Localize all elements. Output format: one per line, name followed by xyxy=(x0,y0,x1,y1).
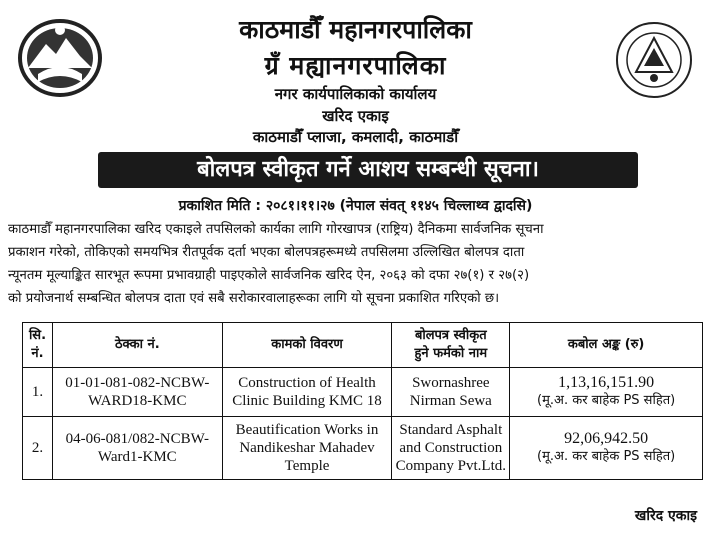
notice-body xyxy=(8,218,703,310)
kmc-seal-icon xyxy=(614,20,694,100)
municipality-name-newari: ग्रँ मह्यानगरपालिका xyxy=(264,51,447,80)
body-line: काठमाडौँ महानगरपालिका खरिद एकाइले तपसिलको कार्यका लागि गोरखापत्र (राष्ट्रिय) दैनिकमा सार्वजनिक सूचना xyxy=(8,222,544,237)
published-date: प्रकाशित मिति : २०८१।११।२७ (नेपाल संवत् ११४५ चिल्लाथ्व द्वादसि) xyxy=(178,198,533,214)
signature-unit: खरिद एकाइ xyxy=(634,508,697,524)
office-address: काठमाडौँ प्लाजा, कमलादी, काठमाडौँ xyxy=(252,128,459,146)
cell-contract-no: 04-06-081/082-NCBW- Ward1-KMC xyxy=(52,417,222,480)
cell-bidder: Swornashree Nirman Sewa xyxy=(392,368,510,417)
header-contract-no: ठेक्का नं. xyxy=(52,323,222,368)
header-description: कामको विवरण xyxy=(222,323,392,368)
municipality-name: काठमाडौँ महानगरपालिका xyxy=(239,15,472,44)
bid-table xyxy=(22,322,703,480)
notice-title: बोलपत्र स्वीकृत गर्ने आशय सम्बन्धी सूचना। xyxy=(98,152,638,188)
section-name: खरिद एकाइ xyxy=(322,107,389,125)
table-header-row xyxy=(23,323,703,368)
cell-description: Beautification Works in Nandikeshar Mahadev Temple xyxy=(222,417,392,480)
cell-bidder: Standard Asphalt and Construction Company Pvt.Ltd. xyxy=(392,417,510,480)
notice-page xyxy=(8,6,703,532)
table-row xyxy=(23,368,703,417)
letterhead xyxy=(8,6,703,144)
body-line: न्यूनतम मूल्याङ्कित सारभूत रूपमा प्रभावग्राही पाइएकोले सार्वजनिक खरिद ऐन, २०६३ को दफा २७(१) र २७(२) xyxy=(8,268,530,283)
office-name: नगर कार्यपालिकाको कार्यालय xyxy=(274,85,437,103)
table-row xyxy=(23,417,703,480)
cell-description: Construction of Health Clinic Building KMC 18 xyxy=(222,368,392,417)
cell-contract-no: 01-01-081-082-NCBW- WARD18-KMC xyxy=(52,368,222,417)
header-amount: कबोल अङ्क (रु) xyxy=(510,323,703,368)
body-line: प्रकाशन गरेको, तोकिएको समयभित्र रीतपूर्वक दर्ता भएका बोलपत्रहरूमध्ये तपसिलमा उल्लिखित बोलपत्र दाता xyxy=(8,245,525,260)
body-line: को प्रयोजनार्थ सम्बन्धित बोलपत्र दाता एवं सबै सरोकारवालाहरूका लागि यो सूचना प्रकाशित गरिएको छ। xyxy=(8,291,500,306)
cell-sn: 2. xyxy=(23,417,53,480)
cell-sn: 1. xyxy=(23,368,53,417)
header-bidder: बोलपत्र स्वीकृत हुने फर्मको नाम xyxy=(392,323,510,368)
cell-amount: 1,13,16,151.90 (मू.अ. कर बाहेक PS सहित) xyxy=(510,368,703,417)
cell-amount: 92,06,942.50 (मू.अ. कर बाहेक PS सहित) xyxy=(510,417,703,480)
header-sn: सि. नं. xyxy=(23,323,53,368)
